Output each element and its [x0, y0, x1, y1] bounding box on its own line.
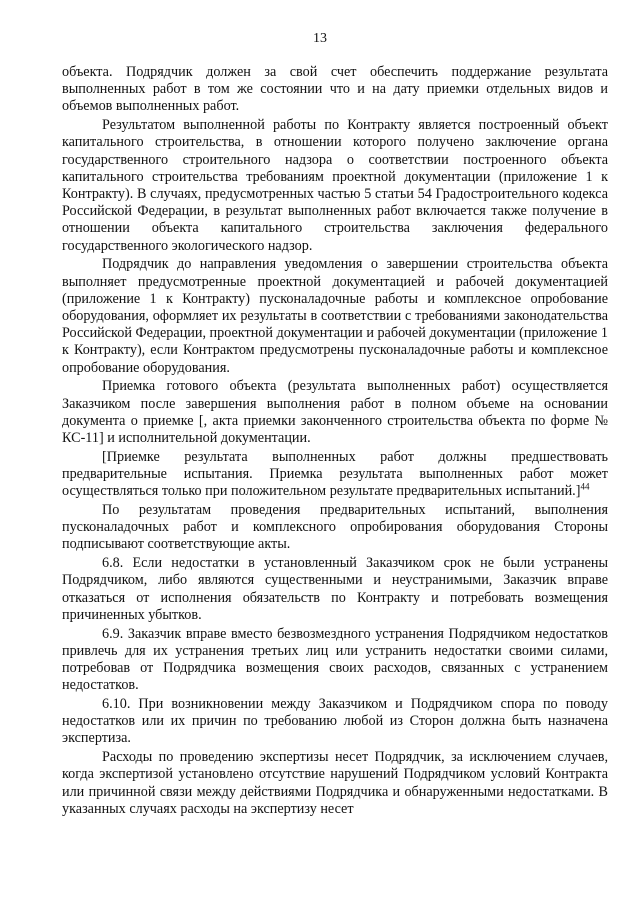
paragraph-test-acts: По результатам проведения предварительных испытаний, выполнения пусконаладочных работ и комплексного опробирования оборудования Стороны подписывают соответствующие акты. — [62, 502, 608, 553]
clause-6-8: 6.8. Если недостатки в установленный Заказчиком срок не были устранены Подрядчиком, либо являются существенными и неустранимыми, Заказчик вправе отказаться от исполнения обязательств по Контракту и потребовать возмещения причиненных убытков. — [62, 555, 608, 623]
paragraph-acceptance: Приемка готового объекта (результата выполненных работ) осуществляется Заказчиком после завершения выполнения работ в полном объеме на основании документа о приемке [, акта приемки законченного строительства объекта по форме № КС-11] и исполнительной документации. — [62, 378, 608, 447]
clause-6-10: 6.10. При возникновении между Заказчиком и Подрядчиком спора по поводу недостатков или их причин по требованию любой из Сторон должна быть назначена экспертиза. — [62, 696, 608, 747]
page-number: 13 — [313, 31, 327, 46]
footnote-reference[interactable]: 44 — [580, 481, 590, 492]
preliminary-tests-text: [Приемке результата выполненных работ должны предшествовать предварительные испытания. Приемка результата выполненных работ может осуществляться только при положительном результате предварительных испытаний.] — [62, 448, 608, 500]
paragraph-work-result: Результатом выполненной работы по Контракту является построенный объект капитального строительства, в отношении которого получено заключение органа государственного строительного надзора о соответствии построенного объекта капитального строительства требованиям проектной документации (приложение 1 к Контракту). В случаях, предусмотренных частью 5 статьи 54 Градостроительного кодекса Российской Федерации, в результат выполненных работ включается также получение в отношении объекта капитального строительства заключения федерального государственного экологического надзор. — [62, 117, 608, 254]
document-body — [62, 64, 608, 820]
paragraph-commissioning: Подрядчик до направления уведомления о завершении строительства объекта выполняет предусмотренные проектной документацией и рабочей документацией (приложение 1 к Контракту) пусконаладочные работы и комплексное опробование оборудования, оформляет их результаты в соответствии с требованиями законодательства Российской Федерации, проектной документации и рабочей документации (приложение 1 к Контракту), если Контрактом предусмотрены пусконаладочные работы и комплексное опробование оборудования. — [62, 256, 608, 376]
paragraph-preliminary-tests — [62, 449, 608, 501]
paragraph-continuation: объекта. Подрядчик должен за свой счет обеспечить поддержание результата выполненных работ в том же состоянии что и на дату приемки отдельных видов и объемов выполненных работ. — [62, 64, 608, 115]
paragraph-expertise-costs: Расходы по проведению экспертизы несет Подрядчик, за исключением случаев, когда экспертизой установлено отсутствие нарушений Подрядчиком условий Контракта или причинной связи между действиями Подрядчика и обнаруженными недостатками. В указанных случаях расходы на экспертизу несет — [62, 749, 608, 817]
clause-6-9: 6.9. Заказчик вправе вместо безвозмездного устранения Подрядчиком недостатков привлечь для их устранения третьих лиц или устранить недостатки своими силами, потребовав от Подрядчика возмещения своих расходов, связанных с устранением недостатков. — [62, 625, 608, 694]
